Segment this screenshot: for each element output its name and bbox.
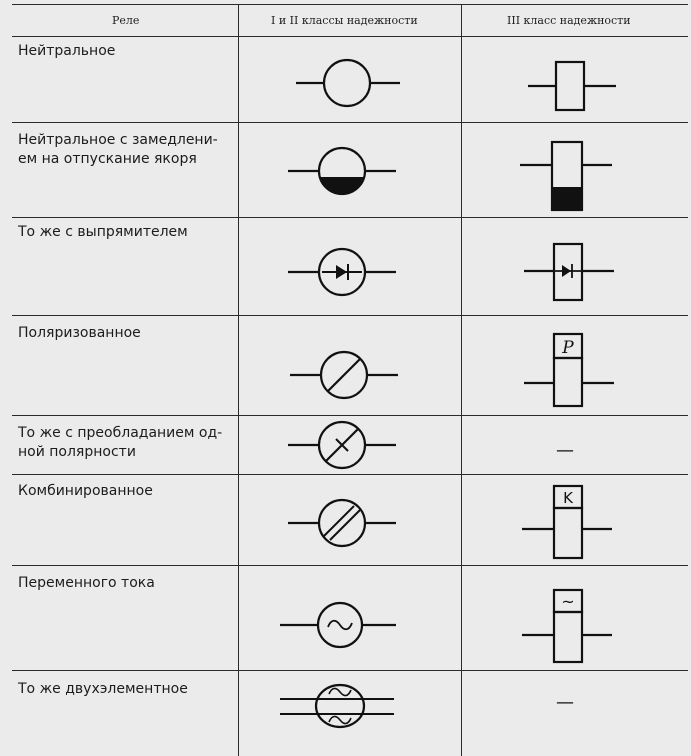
relay-label-line: То же с выпрямителем xyxy=(18,224,188,240)
circle-slash-symbol xyxy=(284,350,408,402)
circle-slash-tick-symbol xyxy=(282,420,406,472)
table-top-border xyxy=(12,4,688,5)
combined-letter: K xyxy=(563,489,573,507)
row-separator xyxy=(12,217,688,218)
header-class-3: III класс надежности xyxy=(507,14,631,27)
circle-diode-symbol xyxy=(282,247,406,299)
circle-tilde-symbol xyxy=(276,600,406,652)
relay-label-polarized xyxy=(18,324,238,343)
column-separator xyxy=(461,4,462,756)
relay-label-line: Нейтральное xyxy=(18,43,116,59)
circle-double-slash-symbol xyxy=(282,498,406,550)
relay-label-line: Комбинированное xyxy=(18,483,153,499)
relay-label-line: Поляризованное xyxy=(18,325,141,341)
rectangle-symbol xyxy=(524,58,624,114)
ac-letter: ~ xyxy=(561,592,575,611)
row-separator xyxy=(12,122,688,123)
circle-symbol xyxy=(288,58,408,108)
header-class-1-2: I и II классы надежности xyxy=(271,14,418,27)
double-circle-tilde-symbol xyxy=(276,682,406,732)
rectangle-diode-symbol xyxy=(522,240,622,304)
relay-label-neutral xyxy=(18,42,238,61)
relay-label-neutral-delayed xyxy=(18,131,238,169)
not-applicable-dash: — xyxy=(556,440,574,461)
circle-half-filled-symbol xyxy=(282,146,406,198)
row-separator xyxy=(12,565,688,566)
header-relay: Реле xyxy=(112,14,140,27)
relay-label-line: Нейтральное с замедлени- xyxy=(18,132,218,148)
relay-label-polarity-dominant xyxy=(18,424,238,462)
row-separator xyxy=(12,474,688,475)
rectangle-p-symbol xyxy=(522,330,622,410)
column-separator xyxy=(238,4,239,756)
not-applicable-dash: — xyxy=(556,692,574,713)
relay-label-line: ной полярности xyxy=(18,444,136,460)
relay-label-line: То же с преобладанием од- xyxy=(18,425,223,441)
relay-label-rectifier xyxy=(18,223,238,242)
relay-label-combined xyxy=(18,482,238,501)
relay-label-ac xyxy=(18,574,238,593)
polarized-letter: P xyxy=(562,338,574,358)
rectangle-k-symbol xyxy=(518,482,618,562)
row-separator xyxy=(12,315,688,316)
relay-label-line: ем на отпускание якоря xyxy=(18,151,197,167)
header-separator xyxy=(12,36,688,37)
row-separator xyxy=(12,415,688,416)
rectangle-tilde-symbol xyxy=(518,586,618,666)
row-separator xyxy=(12,670,688,671)
relay-label-line: То же двухэлементное xyxy=(18,681,188,697)
relay-label-line: Переменного тока xyxy=(18,575,155,591)
rectangle-filled-bottom-symbol xyxy=(518,138,618,214)
relay-label-two-element xyxy=(18,680,238,699)
